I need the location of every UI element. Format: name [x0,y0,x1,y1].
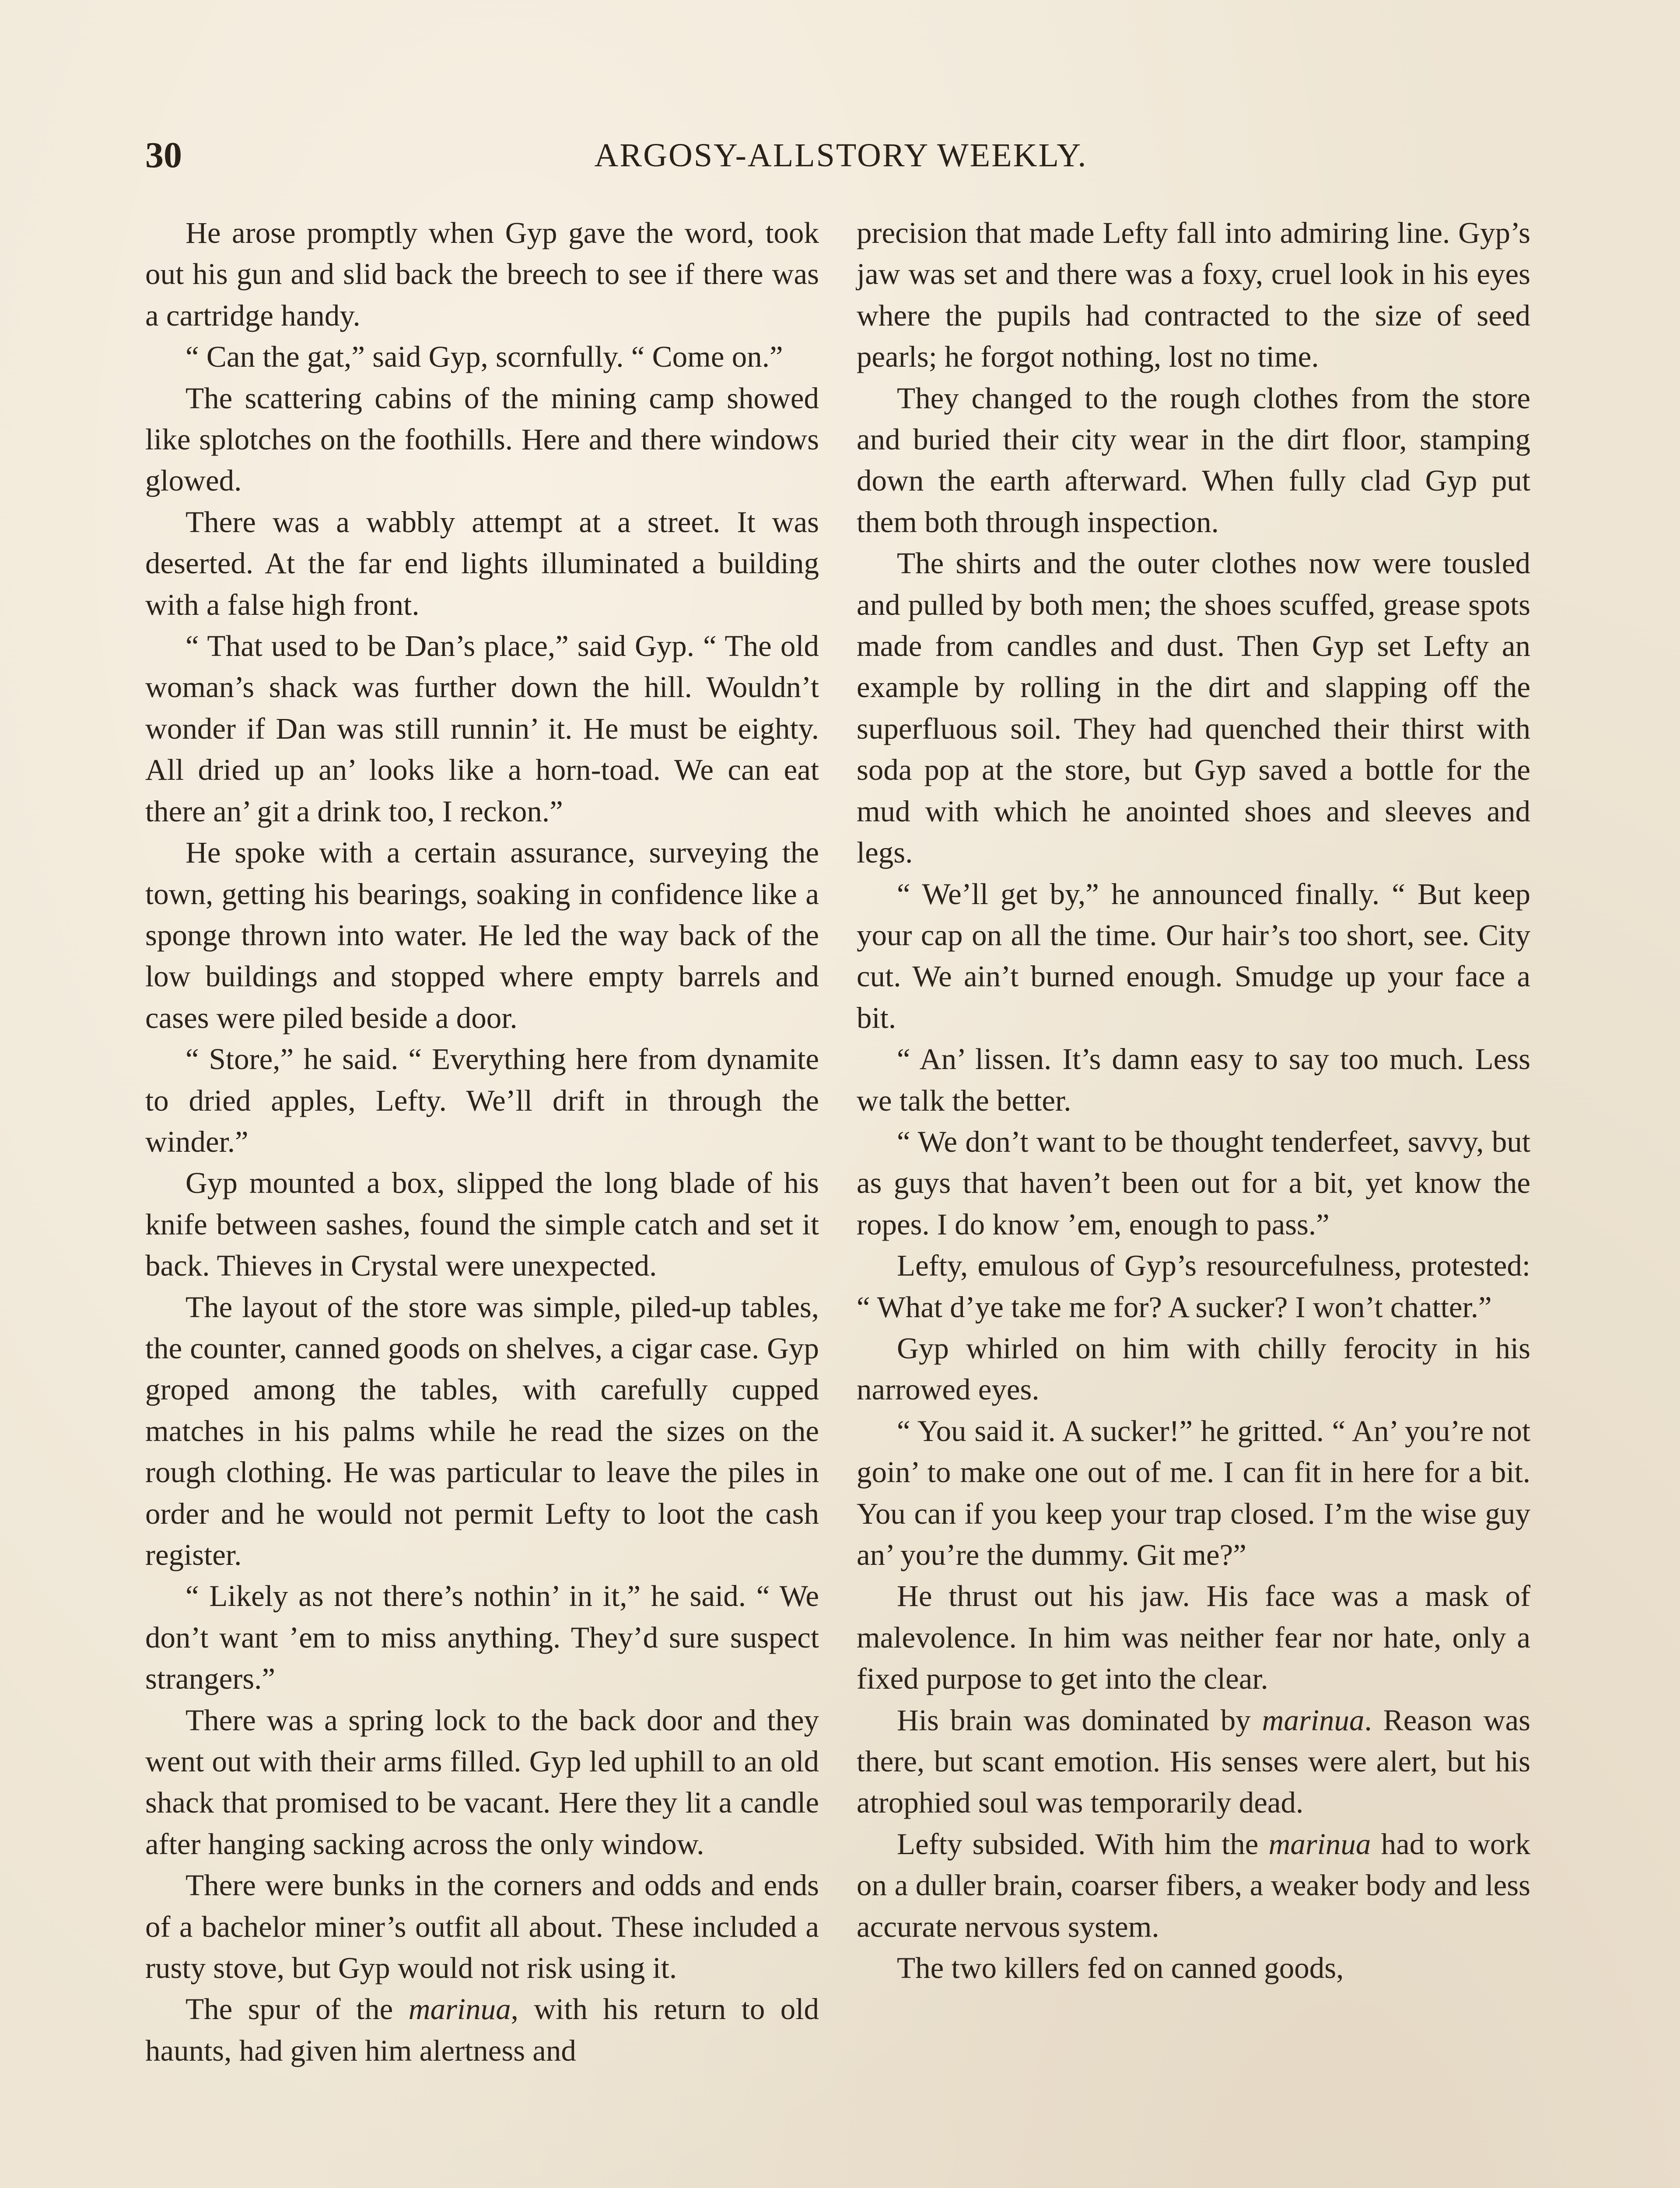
paragraph: They changed to the rough clothes from the store and buried their city wear in the dirt floor, stamping down the earth afterward. When fully clad Gyp put them both through inspection. [857,381,1530,539]
paragraph: His brain was dominated by marinua. Reason was there, but scant emotion. His senses were alert, but his atrophied soul was temporarily dead. [857,1703,1530,1820]
paragraph: “ Likely as not there’s nothin’ in it,” he said. “ We don’t want ’em to miss anything. They’d sure suspect strangers.” [145,1579,819,1696]
paragraph: “ That used to be Dan’s place,” said Gyp. “ The old woman’s shack was further down the hill. Wouldn’t wonder if Dan was still runnin’ it. He must be eighty. All dried up an’ looks like a horn-toad. We can eat there an’ git a drink too, I reckon.” [145,629,819,828]
italic-term: marinua [1262,1703,1365,1737]
paragraph: The two killers fed on canned goods, [897,1951,1344,1985]
paragraph: Lefty, emulous of Gyp’s resourcefulness, protested: “ What d’ye take me for? A sucker? I won’t chatter.” [857,1249,1530,1324]
paragraph: Gyp whirled on him with chilly ferocity in his narrowed eyes. [857,1331,1530,1406]
paragraph: There was a spring lock to the back door and they went out with their arms filled. Gyp led uphill to an old shack that promised to be vacant. Here they lit a candle after hanging sacking across the only window. [145,1703,819,1861]
paragraph: “ We don’t want to be thought tenderfeet, savvy, but as guys that haven’t been out for a bit, yet know the ropes. I do know ’em, enough to pass.” [857,1125,1530,1241]
paragraph: “ An’ lissen. It’s damn easy to say too much. Less we talk the better. [857,1042,1530,1117]
page-number: 30 [145,135,182,175]
left-column [145,212,819,2071]
running-head: ARGOSY-ALLSTORY WEEKLY. [594,137,1088,174]
italic-term: marinua [1268,1827,1371,1861]
paragraph: He spoke with a certain assurance, surveying the town, getting his bearings, soaking in confidence like a sponge thrown into water. He led the way back of the low buildings and stopped where empty barrels and cases were piled beside a door. [145,836,819,1034]
paragraph: The spur of the marinua, with his return to old haunts, had given him alertness and [145,1992,819,2067]
right-column [857,212,1530,1988]
paragraph: “ Can the gat,” said Gyp, scornfully. “ Come on.” [186,340,783,374]
paragraph-continuation: precision that made Lefty fall into admiring line. Gyp’s jaw was set and there was a foxy, cruel look in his eyes where the pupils had contracted to the size of seed pearls; he forgot nothing, lost no time. [857,216,1530,374]
paragraph: He arose promptly when Gyp gave the word, took out his gun and slid back the breech to see if there was a cartridge handy. [145,216,819,332]
paragraph: “ We’ll get by,” he announced finally. “ But keep your cap on all the time. Our hair’s too short, see. City cut. We ain’t burned enough. Smudge up your face a bit. [857,877,1530,1034]
paragraph: He thrust out his jaw. His face was a mask of malevolence. In him was neither fear nor hate, only a fixed purpose to get into the clear. [857,1579,1530,1696]
paragraph: Gyp mounted a box, slipped the long blade of his knife between sashes, found the simple catch and set it back. Thieves in Crystal were unexpected. [145,1166,819,1283]
paragraph: The scattering cabins of the mining camp showed like splotches on the foothills. Here and there windows glowed. [145,381,819,498]
paragraph: The shirts and the outer clothes now were tousled and pulled by both men; the shoes scuffed, grease spots made from candles and dust. Then Gyp set Lefty an example by rolling in the dirt and slapping off the superfluous soil. They had quenched their thirst with soda pop at the store, but Gyp saved a bottle for the mud with which he anointed shoes and sleeves and legs. [857,547,1530,870]
paragraph: There were bunks in the corners and odds and ends of a bachelor miner’s outfit all about. These included a rusty stove, but Gyp would not risk using it. [145,1869,819,1985]
paragraph: “ You said it. A sucker!” he gritted. “ An’ you’re not goin’ to make one out of me. I can fit in here for a bit. You can if you keep your trap closed. I’m the wise guy an’ you’re the dummy. Git me?” [857,1414,1530,1571]
paragraph: “ Store,” he said. “ Everything here from dynamite to dried apples, Lefty. We’ll drift in through the winder.” [145,1042,819,1158]
paragraph: Lefty subsided. With him the marinua had to work on a duller brain, coarser fibers, a weaker body and less accurate nervous system. [857,1827,1530,1943]
italic-term: marinua [408,1992,511,2026]
paragraph: There was a wabbly attempt at a street. It was deserted. At the far end lights illuminated a building with a false high front. [145,505,819,621]
paragraph: The layout of the store was simple, piled-up tables, the counter, canned goods on shelves, a cigar case. Gyp groped among the tables, with carefully cupped matches in his palms while he read the sizes on the rough clothing. He was particular to leave the piles in order and he would not permit Lefty to loot the cash register. [145,1290,819,1571]
page-header [145,131,1536,179]
